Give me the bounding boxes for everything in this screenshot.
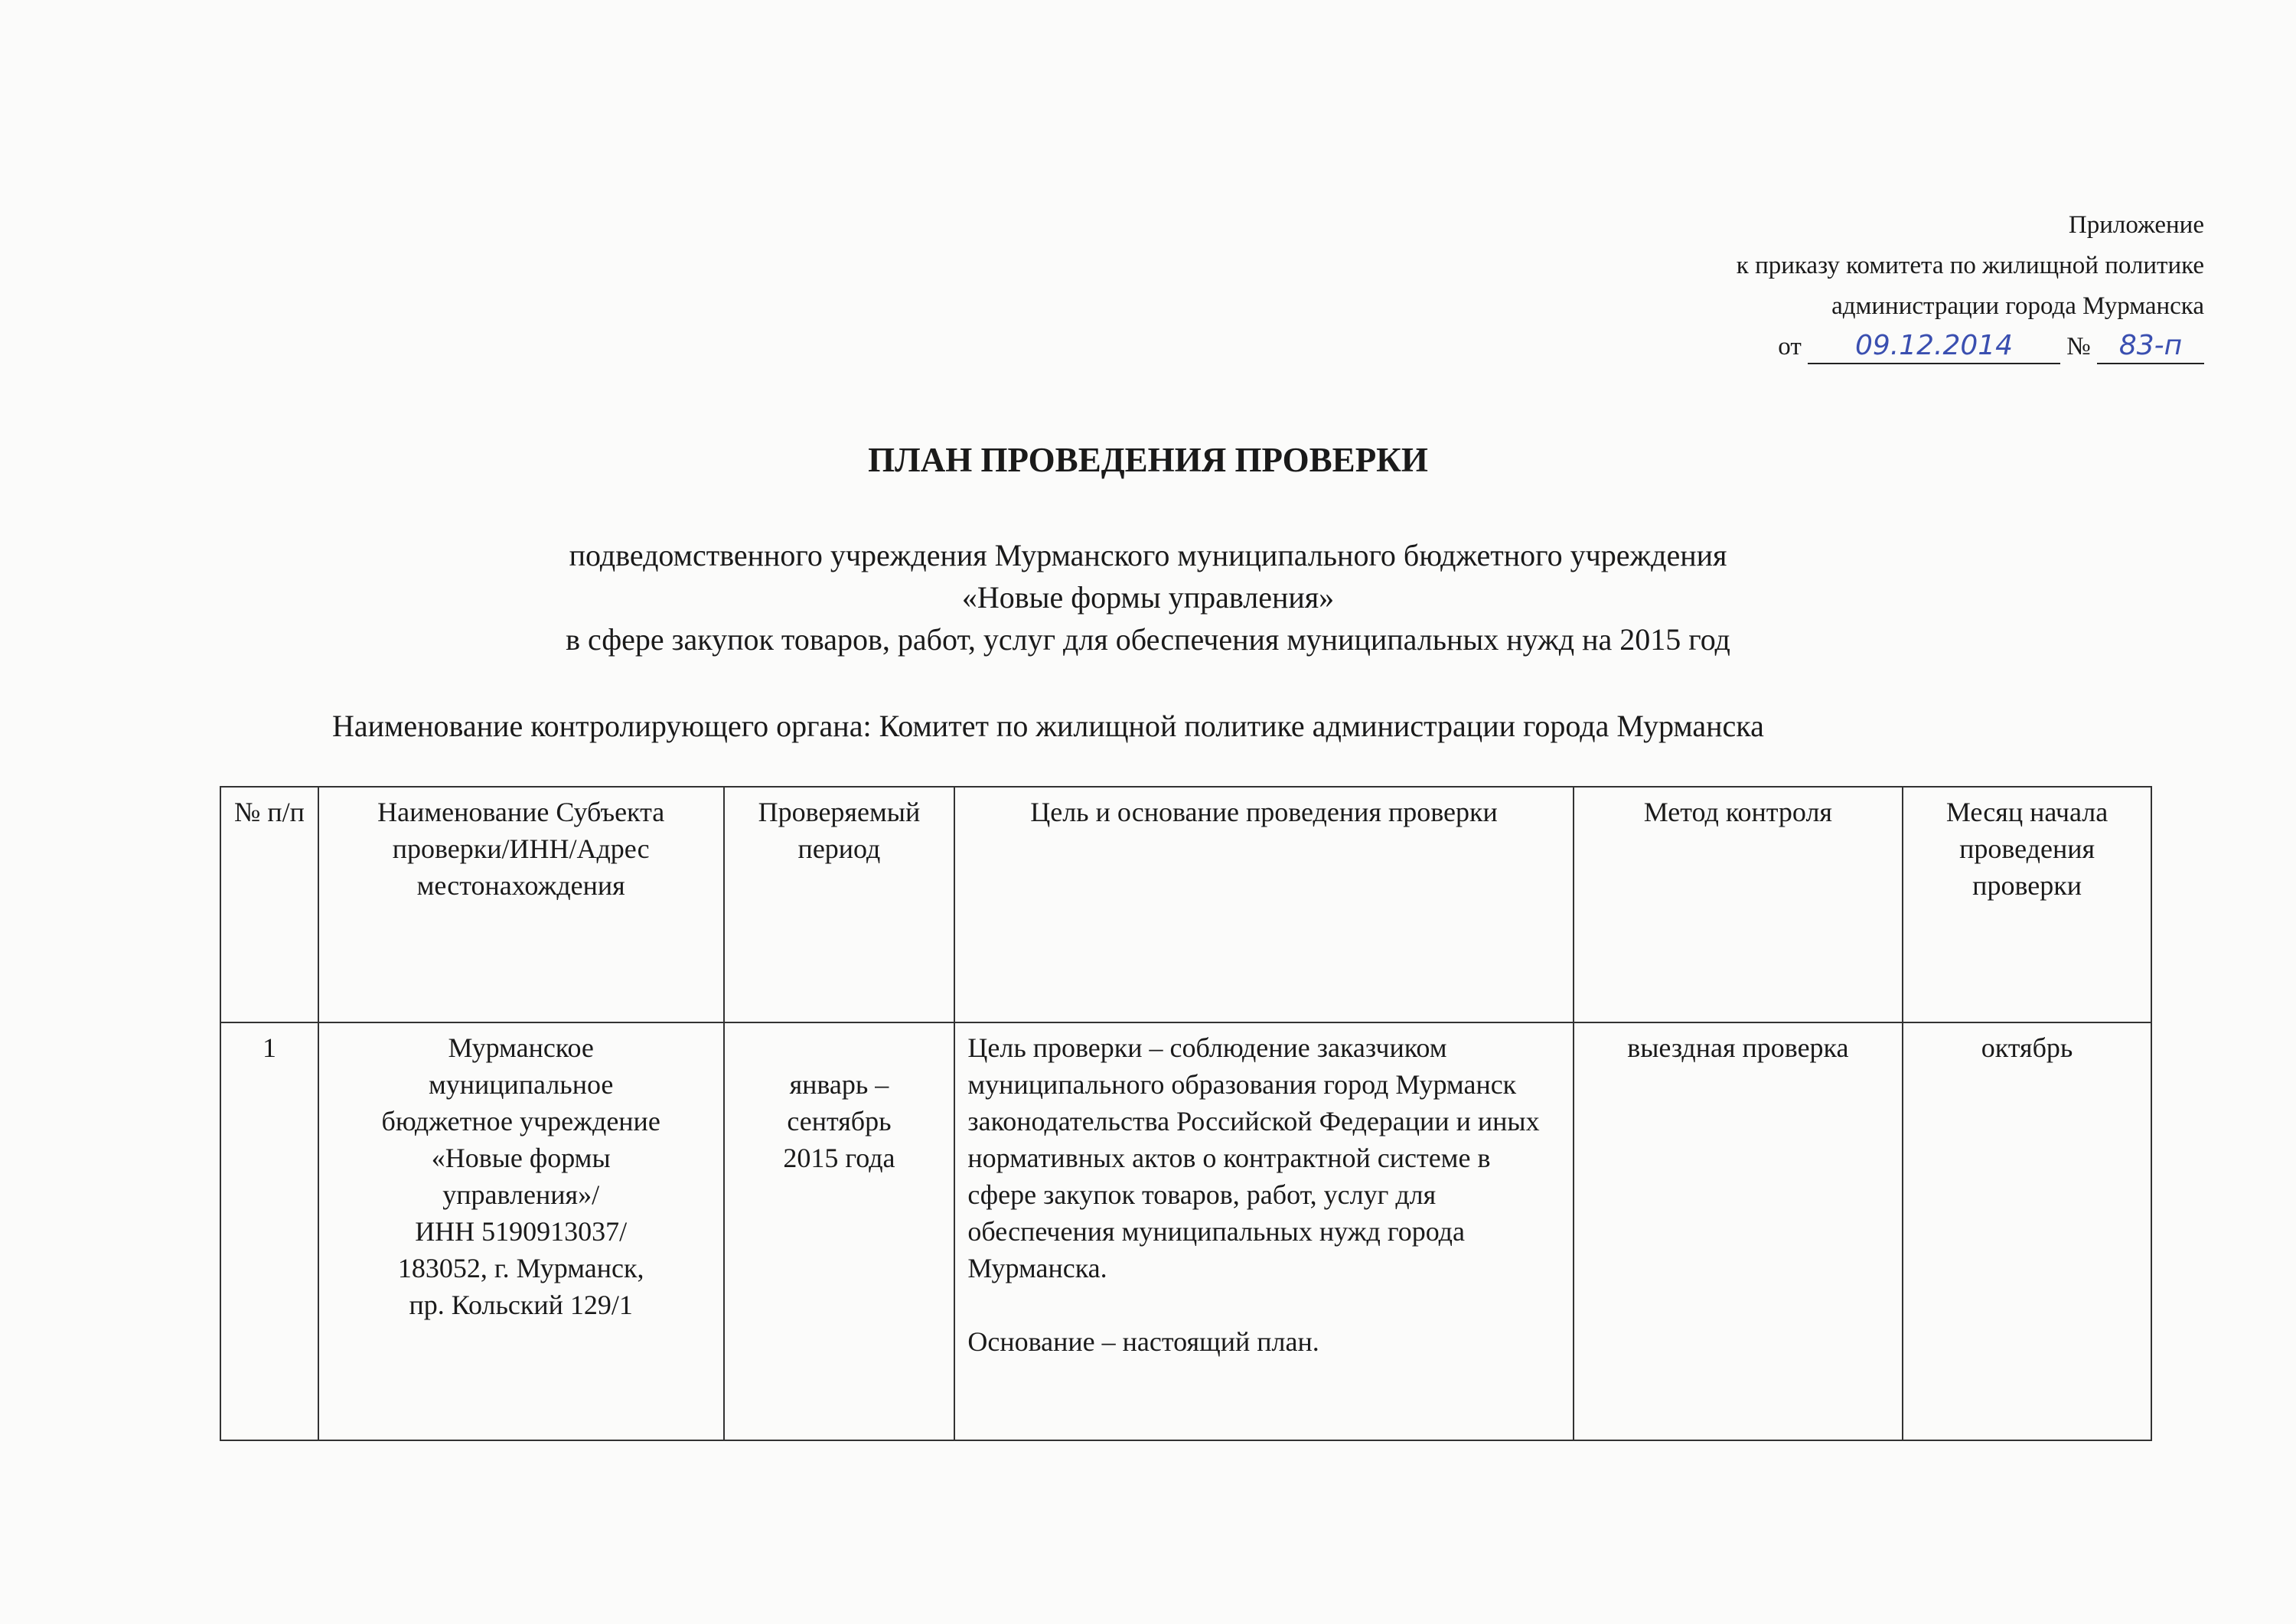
subject-line: пр. Кольский 129/1	[409, 1290, 633, 1320]
header-period: Проверяемый период	[724, 787, 955, 1022]
period-line: сентябрь	[787, 1106, 892, 1136]
date-prefix: от	[1778, 333, 1802, 360]
subject-line: Мурманское	[448, 1032, 594, 1063]
document-title: ПЛАН ПРОВЕДЕНИЯ ПРОВЕРКИ	[868, 441, 1428, 479]
header-month: Месяц начала проведения проверки	[1903, 787, 2151, 1022]
cell-goal	[954, 1022, 1573, 1440]
header-number: № п/п	[220, 787, 318, 1022]
subject-line: бюджетное учреждение	[381, 1106, 660, 1136]
subtitle-line: «Новые формы управления»	[961, 580, 1335, 615]
basis-text: Основание – настоящий план.	[967, 1326, 1319, 1357]
subject-line: ИНН 5190913037/	[415, 1216, 628, 1247]
goal-text: Цель проверки – соблюдение заказчиком муниципального образования город Мурманск законодательства Российской Федерации и иных нормативных актов о контрактной системе в сфере закупок товаров, работ, услуг для обеспечения муниципальных нужд города Мурманска.	[967, 1032, 1540, 1283]
header-goal: Цель и основание проведения проверки	[954, 787, 1573, 1022]
subject-line: «Новые формы	[431, 1143, 611, 1173]
handwritten-number: 83-п	[2097, 329, 2204, 364]
appendix-label: Приложение	[2068, 211, 2204, 239]
cell-number: 1	[220, 1022, 318, 1440]
document-subtitle	[0, 534, 2296, 660]
period-line: январь –	[789, 1069, 889, 1100]
controlling-body: Наименование контролирующего органа: Комитет по жилищной политике администрации города Мурманска	[332, 709, 1764, 743]
cell-period	[724, 1022, 955, 1440]
table-row	[220, 1022, 2151, 1440]
number-prefix: №	[2066, 333, 2091, 360]
administration-name: администрации города Мурманска	[1831, 292, 2204, 320]
subtitle-line: подведомственного учреждения Мурманского муниципального бюджетного учреждения	[569, 538, 1727, 572]
cell-month: октябрь	[1903, 1022, 2151, 1440]
inspection-plan-table	[220, 786, 2152, 1441]
subject-line: 183052, г. Мурманск,	[397, 1253, 644, 1283]
subtitle-line: в сфере закупок товаров, работ, услуг для обеспечения муниципальных нужд на 2015 год	[566, 622, 1730, 657]
appendix-header	[1737, 205, 2204, 367]
header-method: Метод контроля	[1574, 787, 1903, 1022]
table-header-row	[220, 787, 2151, 1022]
header-subject: Наименование Субъекта проверки/ИНН/Адрес местонахождения	[318, 787, 724, 1022]
subject-line: муниципальное	[428, 1069, 614, 1100]
period-line: 2015 года	[783, 1143, 895, 1173]
cell-method: выездная проверка	[1574, 1022, 1903, 1440]
cell-subject	[318, 1022, 724, 1440]
handwritten-date: 09.12.2014	[1808, 329, 2060, 364]
order-reference: к приказу комитета по жилищной политике	[1736, 252, 2204, 279]
order-date-number	[1737, 327, 2204, 367]
subject-line: управления»/	[442, 1179, 600, 1210]
